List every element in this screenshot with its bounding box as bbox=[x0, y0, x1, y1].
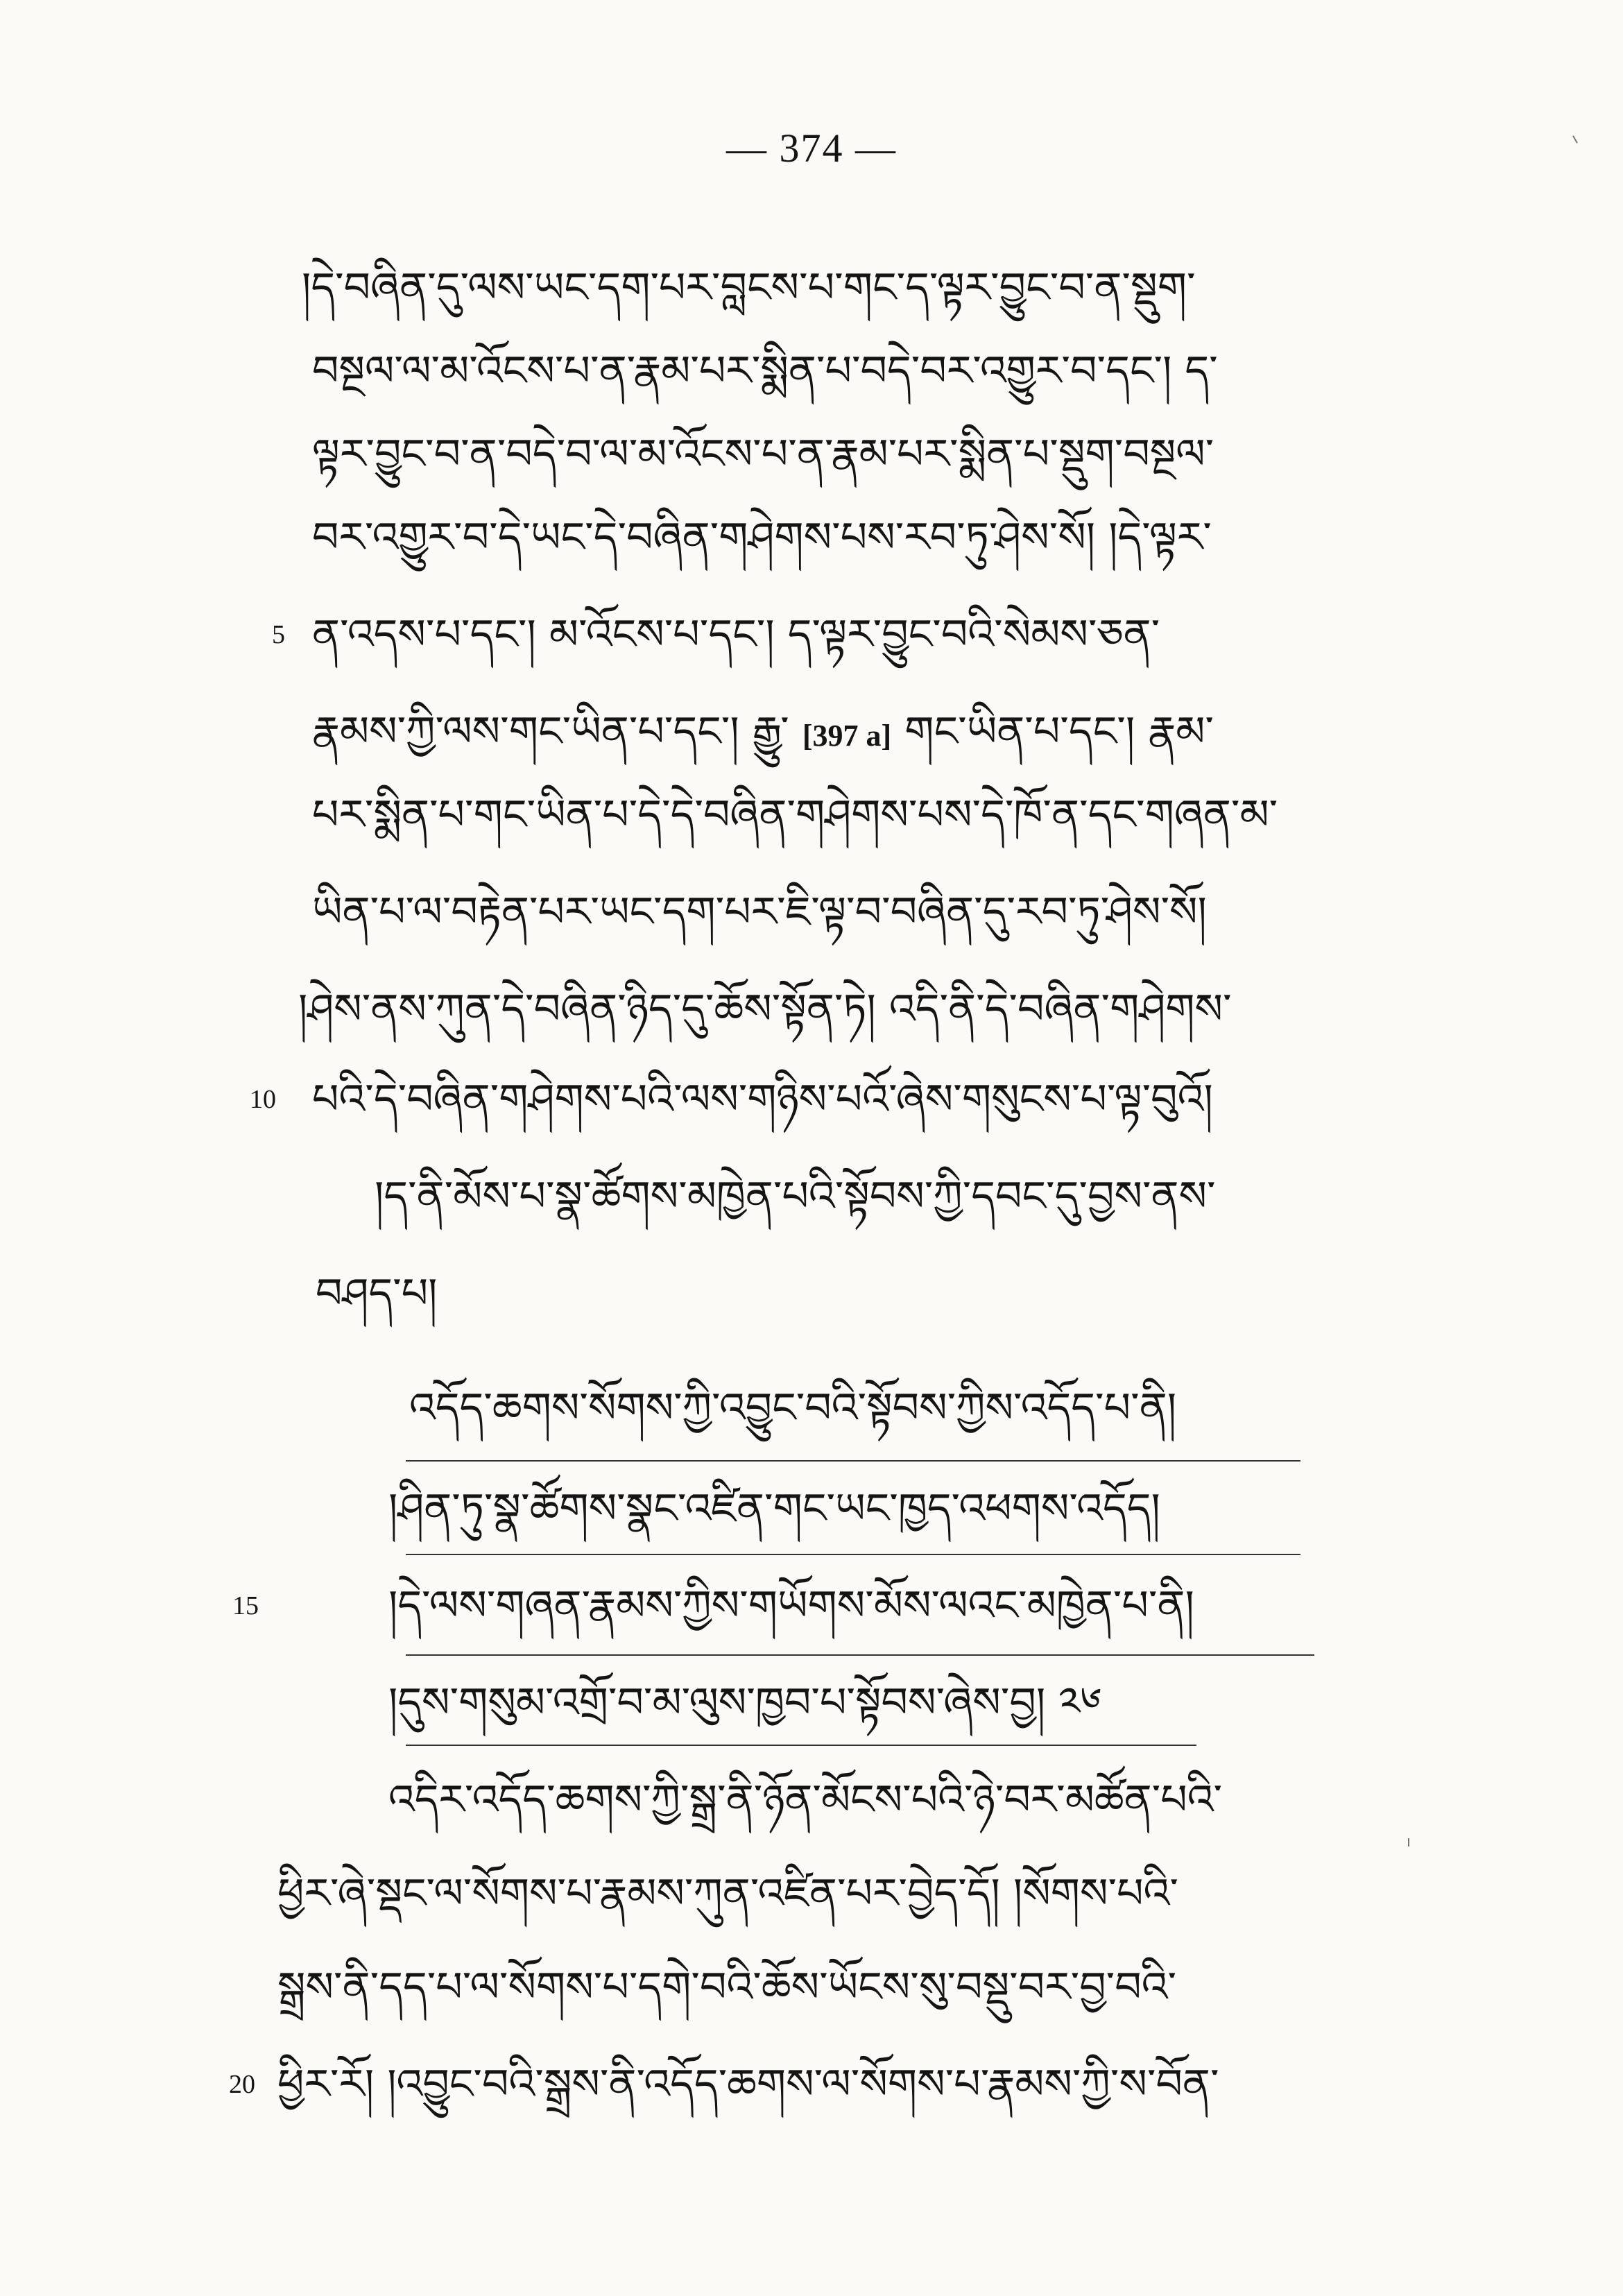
text-line bbox=[0, 763, 1623, 867]
text-line bbox=[0, 957, 1623, 1061]
text-line bbox=[0, 583, 1623, 687]
line-text: རྣམས་ཀྱི་ལས་གང་ཡིན་པ་དང་། རྒྱུ་ bbox=[312, 708, 789, 756]
verse-line bbox=[0, 1457, 1623, 1561]
line-text: ཡིན་པ་ལ་བརྟེན་པར་ཡང་དག་པར་ཇི་ལྟ་བ་བཞིན་དུ་རབ་ཏུ་ཤེས་སོ། bbox=[312, 888, 1207, 936]
line-number: 5 bbox=[272, 620, 285, 649]
line-text-after: གང་ཡིན་པ་དང་། རྣམ་ bbox=[904, 708, 1214, 756]
line-text: ལྟར་བྱུང་བ་ན་བདེ་བ་ལ་མ་འོངས་པ་ན་རྣམ་པར་སྨིན་པ་སྡུག་བསྔལ་ bbox=[312, 430, 1214, 479]
line-text-with-folio bbox=[312, 708, 1214, 756]
line-text: ཕྱིར་ཞེ་སྡང་ལ་སོགས་པ་རྣམས་ཀུན་འཛིན་པར་བྱེད་དོ། །སོགས་པའི་ bbox=[277, 1869, 1178, 1918]
text-line bbox=[0, 1842, 1623, 1946]
page-number: — 374 — bbox=[726, 126, 897, 171]
line-text: བར་འགྱུར་བ་དེ་ཡང་དེ་བཞིན་གཤེགས་པས་རབ་ཏུ་ཤེས་སོ། །དེ་ལྟར་ bbox=[312, 513, 1212, 562]
line-number: 10 bbox=[250, 1085, 276, 1114]
line-text: པར་སྨིན་པ་གང་ཡིན་པ་དེ་དེ་བཞིན་གཤེགས་པས་དེ་ཁོ་ན་དང་གཞན་མ་ bbox=[312, 791, 1278, 839]
text-line bbox=[0, 1047, 1623, 1151]
line-text: པའི་དེ་བཞིན་གཤེགས་པའི་ལས་གཉིས་པའོ་ཞེས་གསུངས་པ་ལྟ་བུའོ། bbox=[312, 1075, 1213, 1124]
line-number: 15 bbox=[232, 1591, 259, 1620]
verse-text: །དུས་གསུམ་འགྲོ་བ་མ་ལུས་ཁྱབ་པ་སྟོབས་ཞེས་བྱ། ༢༦ bbox=[388, 1679, 1102, 1727]
text-line bbox=[0, 1748, 1623, 1852]
line-text: བསྔལ་ལ་མ་འོངས་པ་ན་རྣམ་པར་སྨིན་པ་བདེ་བར་འགྱུར་བ་དང་། ད་ bbox=[312, 347, 1218, 395]
line-text: བཤད་པ། bbox=[316, 1269, 438, 1318]
folio-marker: [397 a] bbox=[802, 719, 892, 753]
verse-text: །དེ་ལས་གཞན་རྣམས་ཀྱིས་གཡོགས་མོས་ལའང་མཁྱེན་པ་ནི། bbox=[388, 1582, 1194, 1630]
line-text: ན་འདས་པ་དང་། མ་འོངས་པ་དང་། ད་ལྟར་བྱུང་བའི་སེམས་ཅན་ bbox=[312, 610, 1160, 659]
text-line bbox=[0, 2032, 1623, 2136]
text-line bbox=[0, 1935, 1623, 2039]
verse-text: །ཤིན་ཏུ་སྣ་ཚོགས་སྣང་འཛིན་གང་ཡང་ཁྱད་འཕགས་འདོད། bbox=[388, 1484, 1160, 1533]
line-number: 20 bbox=[229, 2070, 255, 2099]
text-line bbox=[0, 860, 1623, 964]
scan-speck bbox=[1408, 1838, 1409, 1847]
verse-line bbox=[0, 1554, 1623, 1658]
text-line bbox=[0, 486, 1623, 590]
line-text: འདིར་འདོད་ཆགས་ཀྱི་སྒྲ་ནི་ཉོན་མོངས་པའི་ཉེ་བར་མཚོན་པའི་ bbox=[388, 1776, 1223, 1824]
text-line bbox=[0, 1145, 1623, 1249]
verse-text: འདོད་ཆགས་སོགས་ཀྱི་འབྱུང་བའི་སྟོབས་ཀྱིས་འདོད་པ་ནི། bbox=[409, 1384, 1177, 1432]
line-text: །ད་ནི་མོས་པ་སྣ་ཚོགས་མཁྱེན་པའི་སྟོབས་ཀྱི་དབང་དུ་བྱས་ནས་ bbox=[375, 1172, 1216, 1221]
line-text: །ཤེས་ནས་ཀུན་དེ་བཞིན་ཉིད་དུ་ཆོས་སྟོན་ཏེ། འདི་ནི་དེ་བཞིན་གཤེགས་ bbox=[298, 985, 1232, 1034]
verse-line bbox=[0, 1356, 1623, 1460]
text-line bbox=[0, 1242, 1623, 1346]
verse-underline bbox=[406, 1745, 1196, 1746]
line-text: སྒྲས་ནི་དད་པ་ལ་སོགས་པ་དགེ་བའི་ཆོས་ཡོངས་སུ་བསྡུ་བར་བྱ་བའི་ bbox=[277, 1963, 1177, 2012]
line-text: །དེ་བཞིན་དུ་ལས་ཡང་དག་པར་བླངས་པ་གང་ད་ལྟར་བྱུང་བ་ན་སྡུག་ bbox=[302, 264, 1196, 312]
verse-line bbox=[0, 1651, 1623, 1755]
line-text: ཕྱིར་རོ། །འབྱུང་བའི་སྒྲས་ནི་འདོད་ཆགས་ལ་སོགས་པ་རྣམས་ཀྱི་ས་བོན་ bbox=[277, 2060, 1219, 2109]
